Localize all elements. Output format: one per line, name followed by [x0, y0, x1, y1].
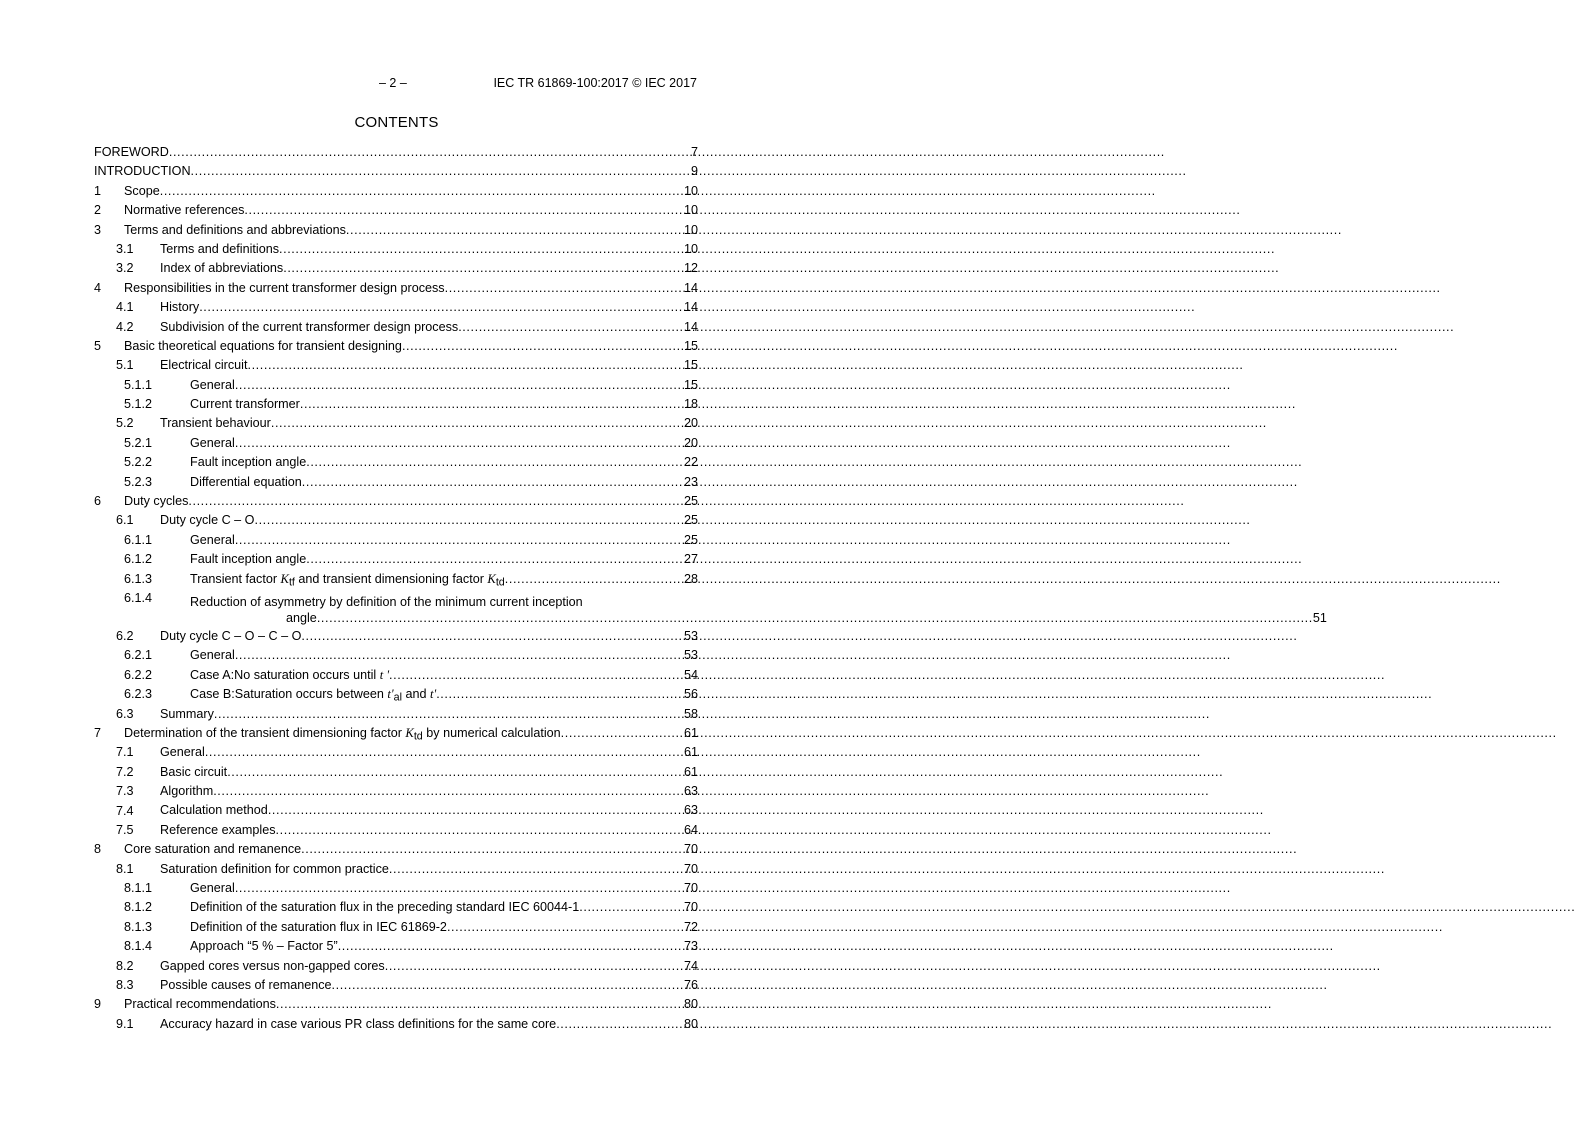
- toc-entry[interactable]: [94, 685, 698, 704]
- toc-entry-number: 8.1.2: [124, 900, 153, 915]
- toc-entry-title: Reduction of asymmetry by definition of the minimum current inception: [190, 594, 583, 609]
- toc-entry-page: 14: [683, 300, 698, 315]
- toc-entry[interactable]: [94, 511, 698, 530]
- toc-leader-dots: [235, 879, 684, 898]
- toc-entry-page: 53: [683, 648, 698, 663]
- toc-entry-title: Duty cycles: [124, 494, 189, 509]
- toc-entry-page: 76: [683, 978, 698, 992]
- toc-entry-number: 6.1.1: [124, 532, 153, 547]
- toc-entry-title: General: [190, 435, 235, 450]
- toc-leader-dots: [235, 531, 684, 550]
- toc-entry[interactable]: [94, 550, 698, 569]
- toc-entry-title: General: [190, 648, 235, 663]
- toc-entry-number: 3.2: [116, 261, 134, 276]
- toc-leader-dots: [235, 376, 684, 395]
- toc-entry-title-part: Case B:Saturation occurs between: [190, 687, 388, 702]
- toc-entry-page: 27: [683, 552, 698, 567]
- toc-entry[interactable]: [94, 143, 698, 162]
- toc-entry-number: 7: [94, 725, 102, 740]
- math-symbol: t': [429, 687, 437, 702]
- toc-entry[interactable]: [94, 898, 698, 917]
- toc-entry-title: [94, 724, 561, 743]
- toc-leader-dots: [436, 685, 684, 704]
- toc-entry[interactable]: [94, 743, 698, 762]
- toc-entry-number: 7.5: [116, 822, 134, 837]
- toc-entry[interactable]: [94, 802, 698, 821]
- toc-entry-number: 5.1: [116, 358, 134, 373]
- toc-entry-number: 8.3: [116, 978, 134, 993]
- toc-entry-title: General: [160, 745, 205, 760]
- toc-leader-dots: [300, 395, 684, 414]
- toc-leader-dots: [199, 298, 684, 317]
- toc-entry-page: 15: [683, 358, 698, 373]
- toc-entry[interactable]: [94, 182, 698, 201]
- toc-entry[interactable]: [94, 937, 698, 956]
- toc-entry-page: 51: [1312, 610, 1327, 625]
- toc-entry-number: 8.1.4: [124, 939, 153, 954]
- toc-entry-title: Subdivision of the current transformer design process: [160, 319, 459, 334]
- toc-entry-title: Possible causes of remanence: [160, 978, 332, 992]
- toc-leader-dots: [301, 840, 684, 859]
- toc-entry-page: 9: [690, 164, 698, 179]
- toc-entry-number: 7.3: [116, 784, 134, 799]
- math-subscript: td: [413, 730, 423, 743]
- toc-entry-title-block: [94, 593, 1327, 627]
- toc-entry-number: 6.1.3: [124, 571, 153, 586]
- toc-entry[interactable]: [94, 279, 698, 298]
- toc-leader-dots: [332, 976, 684, 995]
- toc-entry-title: General: [190, 881, 235, 896]
- toc-leader-dots: [191, 162, 691, 181]
- toc-leader-dots: [385, 957, 684, 976]
- math-symbol: K: [487, 571, 496, 586]
- toc-entry-title: General: [190, 377, 235, 392]
- toc-entry-page: 72: [683, 919, 698, 934]
- toc-entry-continuation: [190, 610, 1327, 627]
- toc-entry-title-part: Case A:No saturation occurs until: [190, 667, 380, 682]
- toc-entry-page: 56: [683, 687, 698, 702]
- toc-entry-page: 10: [683, 183, 698, 198]
- toc-entry-page: 12: [683, 261, 698, 276]
- toc-leader-dots: [227, 763, 684, 782]
- toc-entry-page: 61: [683, 745, 698, 760]
- toc-entry-number: 7.4: [116, 803, 134, 818]
- toc-entry-number: 8: [94, 842, 102, 857]
- toc-entry[interactable]: [94, 492, 698, 511]
- toc-entry-title: Basic theoretical equations for transient designing: [124, 338, 402, 353]
- table-of-contents: [94, 143, 1327, 1034]
- toc-leader-dots: [317, 610, 1313, 627]
- toc-entry-title: Saturation definition for common practice: [160, 861, 389, 876]
- toc-leader-dots: [302, 473, 684, 492]
- toc-entry-number: 6.2: [116, 628, 134, 643]
- toc-entry-title-part: and: [401, 687, 430, 702]
- toc-entry-title: INTRODUCTION: [94, 164, 191, 179]
- toc-entry[interactable]: [94, 840, 698, 859]
- toc-entry-page: 54: [683, 667, 698, 682]
- toc-leader-dots: [268, 801, 684, 820]
- standard-reference: IEC TR 61869-100:2017 © IEC 2017: [493, 76, 697, 90]
- toc-entry[interactable]: [94, 957, 698, 976]
- toc-entry-title: Calculation method: [160, 803, 268, 818]
- toc-entry-page: 25: [683, 494, 698, 509]
- toc-entry[interactable]: [94, 879, 698, 898]
- toc-entry[interactable]: [94, 162, 698, 181]
- toc-entry-title: Algorithm: [160, 784, 214, 799]
- toc-entry[interactable]: [94, 918, 698, 937]
- toc-entry-title: Core saturation and remanence: [124, 842, 302, 857]
- toc-leader-dots: [445, 279, 684, 298]
- toc-entry-number: 5.2.2: [124, 455, 153, 470]
- toc-leader-dots: [235, 434, 684, 453]
- toc-entry-number: 6.2.3: [124, 687, 153, 702]
- toc-entry-title-part: Transient factor: [190, 571, 281, 586]
- toc-entry-page: 63: [683, 803, 698, 818]
- toc-entry-title: Fault inception angle: [190, 455, 307, 470]
- toc-entry[interactable]: [94, 1015, 698, 1034]
- toc-entry-title: Summary: [160, 706, 214, 721]
- toc-entry-page: 7: [690, 144, 698, 159]
- toc-entry-page: 28: [683, 571, 698, 586]
- toc-entry-title: Current transformer: [190, 397, 300, 412]
- toc-entry-page: 25: [683, 513, 698, 528]
- toc-entry[interactable]: [94, 666, 698, 685]
- toc-entry-number: 5.2.1: [124, 435, 153, 450]
- math-subscript: al: [393, 691, 402, 704]
- toc-entry-number: 8.1.1: [124, 881, 153, 896]
- toc-leader-dots: [247, 356, 684, 375]
- toc-leader-dots: [271, 414, 684, 433]
- toc-entry-number: 8.2: [116, 958, 134, 973]
- toc-entry-page: 18: [683, 397, 698, 412]
- toc-entry[interactable]: [94, 821, 698, 840]
- toc-entry[interactable]: [94, 259, 698, 278]
- math-subscript: td: [495, 576, 505, 589]
- toc-entry-number: 2: [94, 203, 102, 218]
- toc-entry-page: 10: [683, 241, 698, 256]
- toc-leader-dots: [306, 453, 684, 472]
- toc-entry-page: 25: [683, 532, 698, 547]
- toc-entry-page: 61: [683, 725, 698, 740]
- toc-entry[interactable]: [94, 473, 698, 492]
- toc-leader-dots: [213, 782, 684, 801]
- toc-entry-title: Fault inception angle: [190, 552, 307, 567]
- toc-entry-title-part: Determination of the transient dimensioning factor: [124, 725, 406, 740]
- toc-leader-dots: [276, 821, 684, 840]
- toc-entry-page: 23: [683, 474, 698, 489]
- toc-entry[interactable]: [94, 860, 698, 879]
- toc-entry-number: 5: [94, 338, 102, 353]
- toc-entry-page: 22: [683, 455, 698, 470]
- toc-entry-number: 8.1: [116, 861, 134, 876]
- toc-entry-page: 15: [683, 377, 698, 392]
- toc-leader-dots: [244, 201, 684, 220]
- toc-entry[interactable]: [94, 453, 698, 472]
- math-symbol: K: [405, 725, 414, 740]
- toc-entry-number: 9: [94, 997, 102, 1012]
- math-symbol: t ': [379, 667, 390, 682]
- toc-leader-dots: [276, 995, 684, 1014]
- toc-entry[interactable]: [94, 589, 1327, 627]
- toc-entry-title: Definition of the saturation flux in IEC 61869-2: [190, 919, 447, 934]
- toc-entry[interactable]: [94, 763, 698, 782]
- toc-entry[interactable]: [94, 414, 698, 433]
- toc-leader-dots: [188, 492, 684, 511]
- toc-entry-number: 8.1.3: [124, 919, 153, 934]
- toc-entry-page: 58: [683, 706, 698, 721]
- toc-entry-number: 4.2: [116, 319, 134, 334]
- toc-entry-title-part: and transient dimensioning factor: [294, 571, 488, 586]
- toc-entry[interactable]: [94, 531, 698, 550]
- toc-leader-dots: [447, 918, 684, 937]
- math-symbol: t': [387, 687, 394, 702]
- toc-entry-title: Duty cycle C – O: [160, 513, 255, 528]
- toc-entry[interactable]: [94, 318, 698, 337]
- toc-entry-page: 14: [683, 319, 698, 334]
- toc-entry-number: 1: [94, 183, 102, 198]
- toc-leader-dots: [279, 240, 684, 259]
- toc-entry-page: 74: [683, 958, 698, 973]
- toc-entry-number: 6.2.2: [124, 667, 153, 682]
- toc-leader-dots: [389, 860, 684, 879]
- toc-leader-dots: [579, 898, 684, 917]
- toc-entry-title: General: [190, 532, 235, 547]
- toc-leader-dots: [283, 259, 684, 278]
- toc-entry-page: 15: [683, 338, 698, 353]
- toc-entry[interactable]: [94, 201, 698, 220]
- toc-entry-number: 5.2: [116, 416, 134, 431]
- toc-entry-number: 5.1.2: [124, 397, 153, 412]
- toc-leader-dots: [214, 705, 684, 724]
- toc-leader-dots: [254, 511, 684, 530]
- page-number: – 2 –: [379, 76, 407, 90]
- toc-entry-page: 10: [683, 203, 698, 218]
- toc-leader-dots: [389, 666, 684, 685]
- toc-entry-page: 53: [683, 628, 698, 643]
- toc-entry-title: History: [160, 300, 200, 315]
- toc-entry-title: Basic circuit: [160, 764, 228, 779]
- toc-entry-title: Transient behaviour: [160, 416, 271, 431]
- toc-entry-page: 10: [683, 222, 698, 237]
- toc-leader-dots: [301, 627, 684, 646]
- toc-entry-title: Approach “5 % – Factor 5”: [190, 939, 338, 954]
- toc-entry-number: 6.1.4: [124, 590, 153, 605]
- toc-leader-dots: [346, 221, 684, 240]
- toc-leader-dots: [235, 646, 684, 665]
- toc-entry-title: Reference examples: [160, 822, 276, 837]
- toc-leader-dots: [556, 1015, 684, 1034]
- toc-entry-title: Duty cycle C – O – C – O: [160, 628, 302, 643]
- toc-entry[interactable]: [94, 782, 698, 801]
- page-header: [0, 76, 793, 92]
- toc-entry-number: 6.2.1: [124, 648, 153, 663]
- toc-entry-page: 70: [683, 861, 698, 876]
- toc-entry-page: 61: [683, 764, 698, 779]
- toc-entry-page: 63: [683, 784, 698, 799]
- math-symbol: K: [280, 571, 289, 586]
- toc-entry-number: 4: [94, 280, 102, 295]
- toc-entry[interactable]: [94, 376, 698, 395]
- toc-entry-page: 20: [683, 416, 698, 431]
- toc-entry-number: 4.1: [116, 300, 134, 315]
- toc-entry-number: 5.1.1: [124, 377, 153, 392]
- toc-entry-title: Practical recommendations: [124, 997, 276, 1012]
- toc-entry-number: 7.1: [116, 745, 134, 760]
- toc-entry-title: Responsibilities in the current transformer design process: [124, 280, 445, 295]
- toc-entry[interactable]: [94, 221, 698, 240]
- toc-entry-page: 70: [683, 842, 698, 857]
- toc-entry-number: 5.2.3: [124, 474, 153, 489]
- toc-leader-dots: [338, 937, 684, 956]
- toc-entry-number: 6: [94, 494, 102, 509]
- toc-entry[interactable]: [94, 995, 698, 1014]
- toc-entry-page: 73: [683, 939, 698, 954]
- toc-entry-page: 80: [683, 997, 698, 1012]
- toc-entry-number: 3.1: [116, 241, 134, 256]
- toc-entry-page: 20: [683, 435, 698, 450]
- toc-entry[interactable]: [94, 337, 698, 356]
- toc-leader-dots: [169, 143, 691, 162]
- toc-entry-page: 14: [683, 280, 698, 295]
- toc-entry-number: 6.1.2: [124, 552, 153, 567]
- toc-entry-title: Definition of the saturation flux in the preceding standard IEC 60044-1: [190, 900, 580, 915]
- toc-entry-number: 9.1: [116, 1016, 134, 1031]
- toc-entry-title-part: by numerical calculation: [422, 725, 561, 740]
- toc-entry-title: Terms and definitions and abbreviations: [124, 222, 346, 237]
- toc-leader-dots: [561, 724, 684, 743]
- toc-entry-page: 80: [683, 1016, 698, 1031]
- toc-leader-dots: [505, 570, 684, 589]
- toc-entry-page: 70: [683, 900, 698, 915]
- toc-entry-page: 70: [683, 881, 698, 896]
- toc-leader-dots: [160, 182, 684, 201]
- toc-entry[interactable]: [94, 395, 698, 414]
- toc-leader-dots: [402, 337, 684, 356]
- toc-entry-title: Differential equation: [190, 474, 302, 489]
- toc-entry[interactable]: [94, 434, 698, 453]
- toc-entry-title: FOREWORD: [94, 144, 169, 159]
- toc-leader-dots: [205, 743, 684, 762]
- toc-entry-title: [94, 570, 505, 589]
- toc-entry[interactable]: [94, 705, 698, 724]
- page-title: CONTENTS: [354, 114, 439, 131]
- toc-entry-title: Scope: [124, 183, 160, 198]
- toc-entry-title: Electrical circuit: [160, 358, 248, 373]
- toc-leader-dots: [306, 550, 684, 569]
- toc-entry[interactable]: [94, 570, 698, 589]
- toc-entry-title-continued: angle: [286, 610, 317, 625]
- toc-entry-title: Normative references: [124, 203, 245, 218]
- math-subscript: tf: [288, 576, 295, 589]
- toc-entry[interactable]: [94, 240, 698, 259]
- toc-entry-title: Accuracy hazard in case various PR class definitions for the same core: [160, 1016, 557, 1031]
- toc-entry-title: Index of abbreviations: [160, 261, 284, 276]
- toc-entry-number: 3: [94, 222, 102, 237]
- toc-entry[interactable]: [94, 356, 698, 375]
- toc-entry[interactable]: [94, 724, 698, 743]
- toc-entry-number: 6.1: [116, 513, 134, 528]
- toc-entry-page: 64: [683, 822, 698, 837]
- toc-entry-title: Terms and definitions: [160, 241, 280, 256]
- toc-entry-number: 7.2: [116, 764, 134, 779]
- toc-entry-number: 6.3: [116, 706, 134, 721]
- toc-entry[interactable]: [94, 976, 698, 995]
- toc-entry[interactable]: [94, 627, 698, 646]
- toc-leader-dots: [458, 318, 684, 337]
- toc-entry[interactable]: [94, 646, 698, 665]
- toc-entry[interactable]: [94, 298, 698, 317]
- toc-entry-title: Gapped cores versus non-gapped cores: [160, 958, 385, 973]
